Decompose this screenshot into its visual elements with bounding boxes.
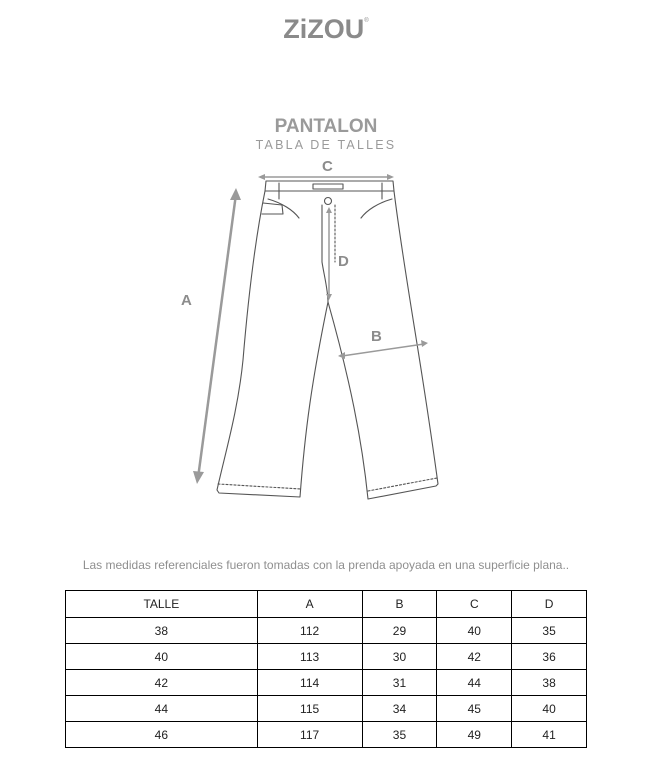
- cell-a: 112: [257, 618, 362, 644]
- header-talle: TALLE: [66, 591, 258, 618]
- measure-lines: [193, 174, 428, 484]
- cell-a: 117: [257, 722, 362, 748]
- size-table: [65, 590, 587, 748]
- brand-name: ZiZOU: [283, 14, 365, 44]
- header-b: B: [362, 591, 437, 618]
- page-subtitle: TABLA DE TALLES: [255, 138, 397, 152]
- table-header-row: [66, 591, 587, 618]
- cell-talle: 46: [66, 722, 258, 748]
- cell-b: 30: [362, 644, 437, 670]
- table-row: [66, 722, 587, 748]
- label-a: A: [181, 292, 192, 309]
- header-d: D: [512, 591, 587, 618]
- brand-logo: [0, 14, 652, 45]
- cell-a: 115: [257, 696, 362, 722]
- cell-b: 31: [362, 670, 437, 696]
- cell-c: 40: [437, 618, 512, 644]
- cell-a: 114: [257, 670, 362, 696]
- pants-diagram: [170, 150, 460, 520]
- cell-talle: 40: [66, 644, 258, 670]
- pants-outline: [217, 181, 438, 499]
- cell-c: 42: [437, 644, 512, 670]
- cell-talle: 42: [66, 670, 258, 696]
- cell-talle: 44: [66, 696, 258, 722]
- page-title: PANTALON: [274, 116, 378, 137]
- cell-a: 113: [257, 644, 362, 670]
- table-row: [66, 670, 587, 696]
- label-c: C: [322, 158, 333, 175]
- table-row: [66, 644, 587, 670]
- cell-c: 45: [437, 696, 512, 722]
- cell-d: 41: [512, 722, 587, 748]
- cell-d: 36: [512, 644, 587, 670]
- header-a: A: [257, 591, 362, 618]
- cell-c: 44: [437, 670, 512, 696]
- label-b: B: [371, 328, 382, 345]
- measurement-note: Las medidas referenciales fueron tomadas con la prenda apoyada en una superficie plana..: [82, 558, 570, 572]
- cell-b: 34: [362, 696, 437, 722]
- table-row: [66, 696, 587, 722]
- cell-d: 35: [512, 618, 587, 644]
- cell-d: 38: [512, 670, 587, 696]
- cell-b: 35: [362, 722, 437, 748]
- cell-talle: 38: [66, 618, 258, 644]
- registered-mark: ®: [364, 18, 369, 24]
- header-c: C: [437, 591, 512, 618]
- label-d: D: [338, 253, 349, 270]
- cell-d: 40: [512, 696, 587, 722]
- cell-b: 29: [362, 618, 437, 644]
- table-row: [66, 618, 587, 644]
- pants-illustration: [170, 150, 460, 520]
- cell-c: 49: [437, 722, 512, 748]
